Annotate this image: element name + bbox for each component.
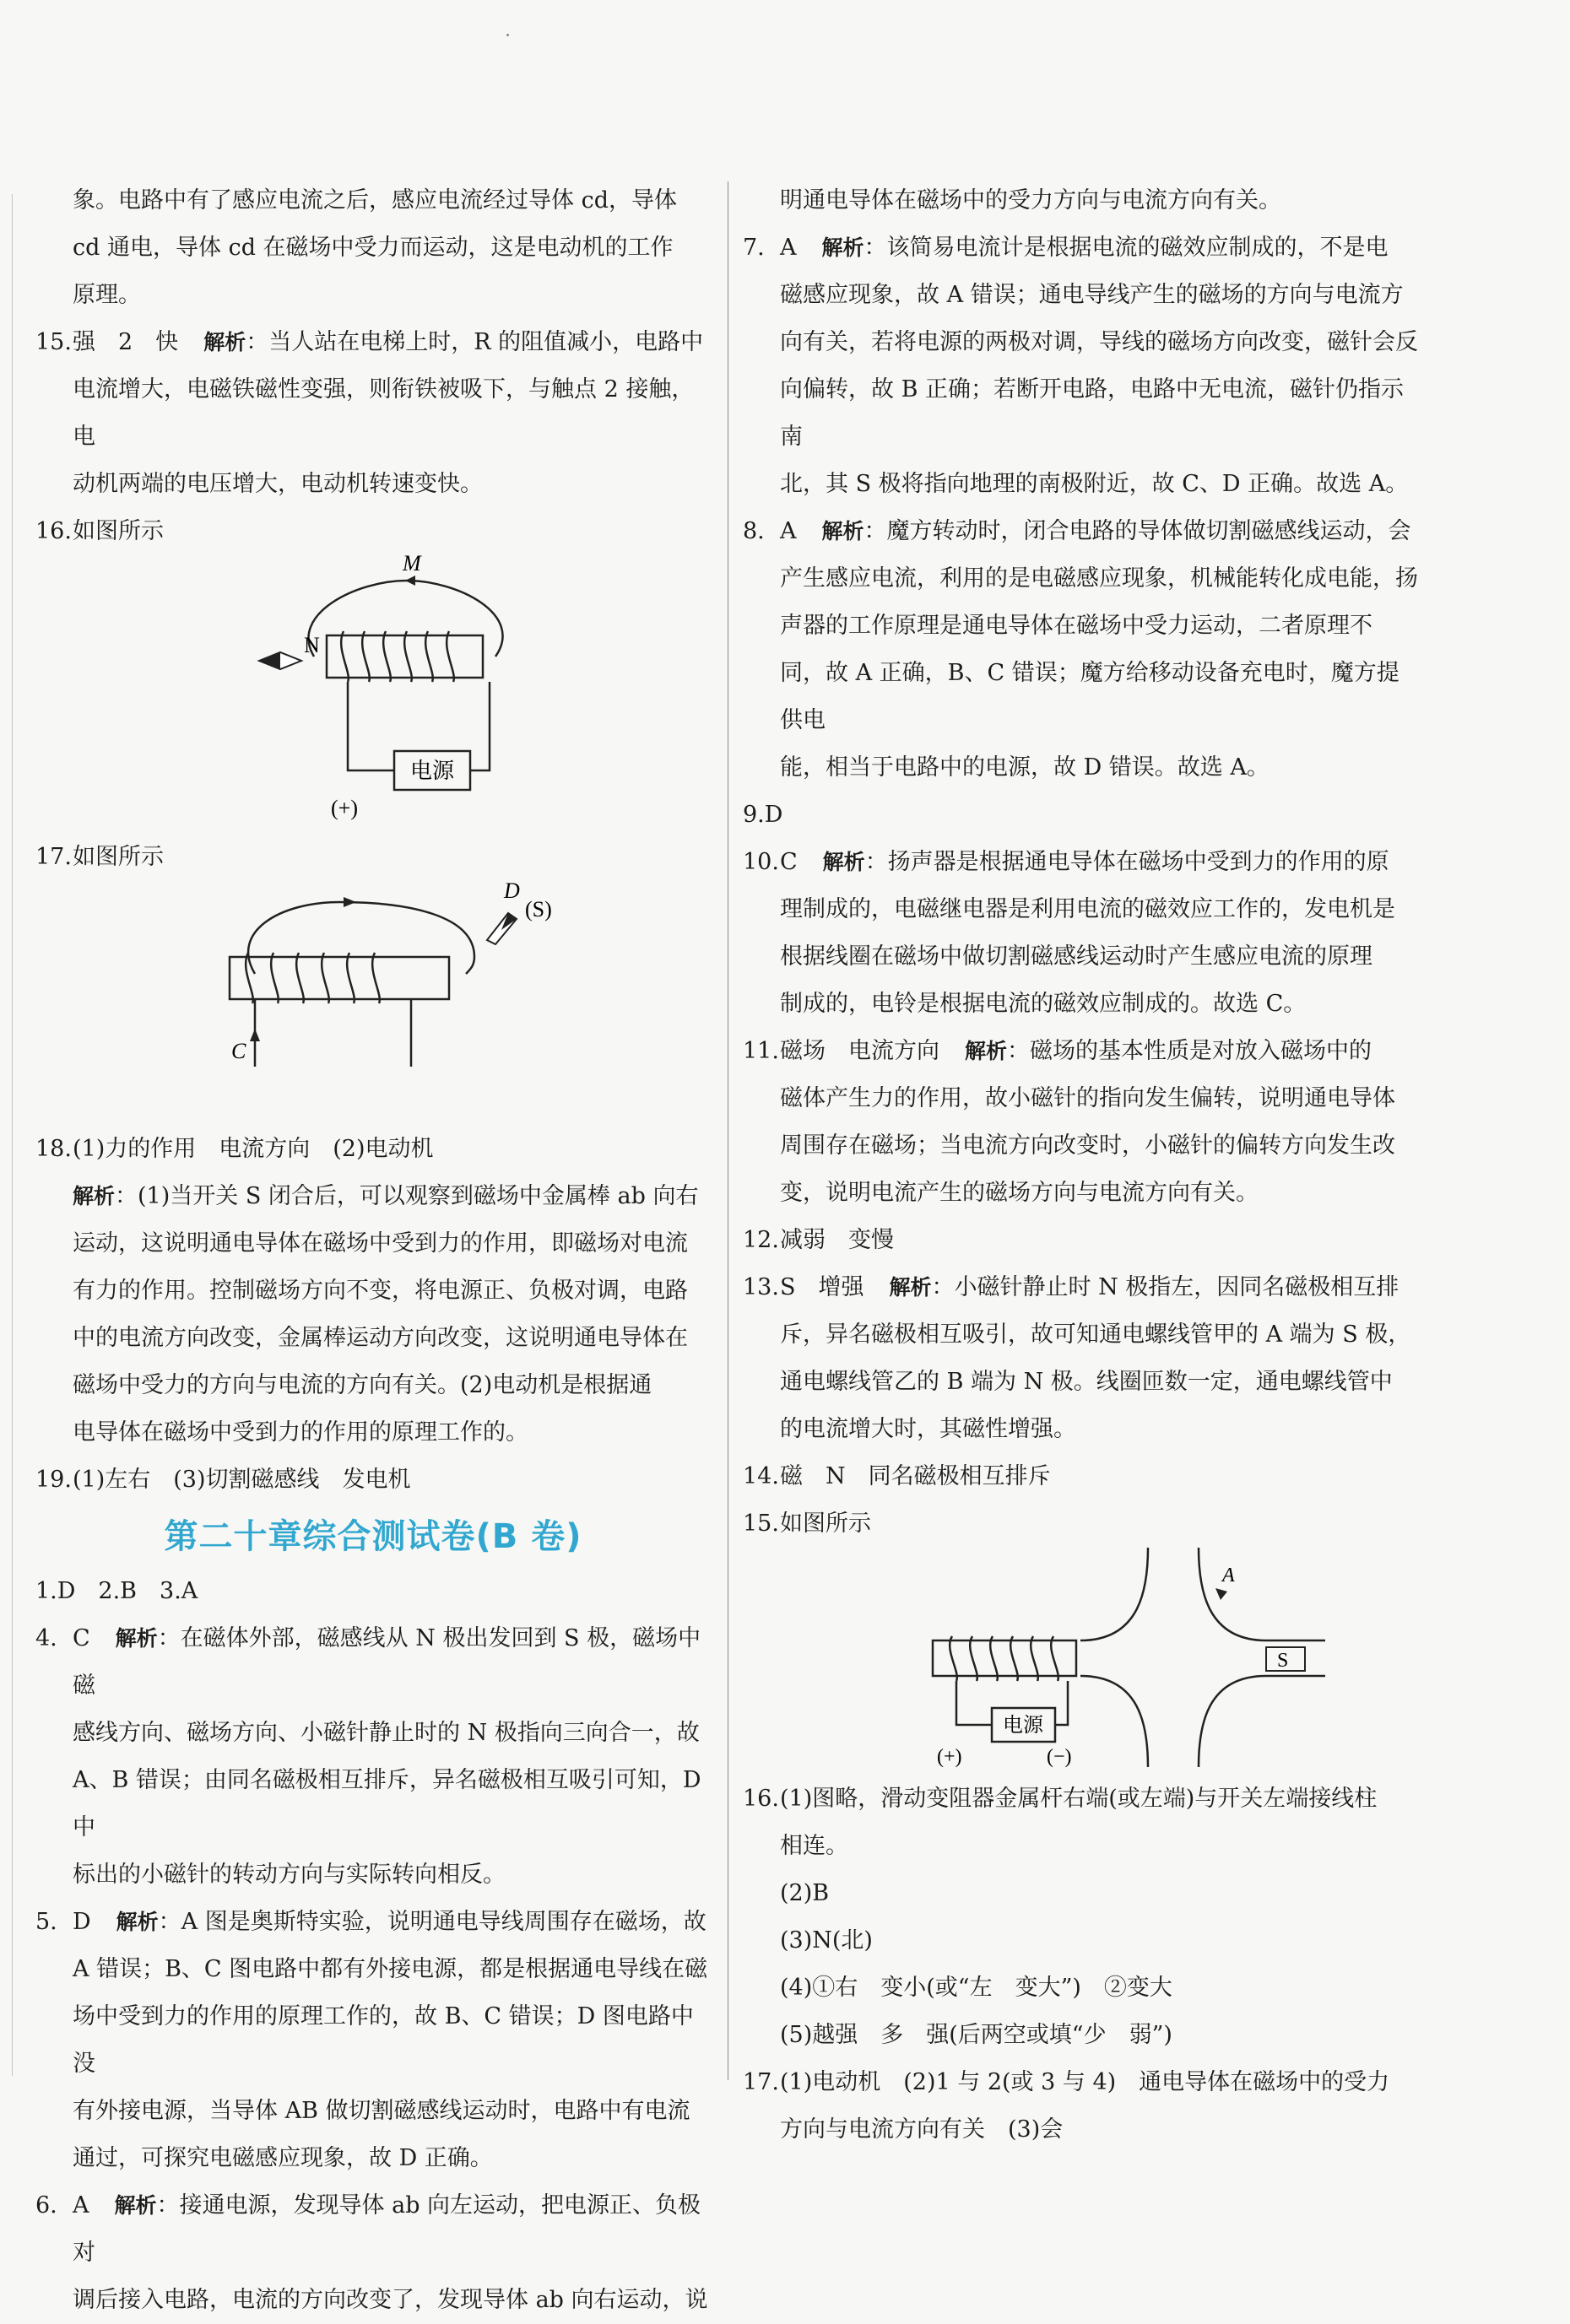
answer-number: 10.	[743, 849, 779, 875]
answer-number: 15.	[35, 329, 72, 355]
field-arrow	[344, 897, 356, 907]
wire-right	[470, 682, 490, 770]
answer-14	[743, 1453, 1418, 1500]
negative-terminal-label: (−)	[1047, 1746, 1072, 1768]
answer-number: 6.	[35, 2192, 57, 2219]
answer-12	[743, 1217, 1418, 1264]
answer-value: A	[73, 2192, 89, 2219]
label-m: M	[403, 555, 421, 576]
answer-6-continuation: 明通电导体在磁场中的受力方向与电流方向有关。	[780, 187, 1281, 213]
positive-terminal-label: (+)	[331, 796, 358, 820]
field-arrow	[405, 576, 415, 586]
answer-17-right: 17. (1)电动机 (2)1 与 2(或 3 与 4) 通电导体在磁场中的受力 方向与电流方向有关 (3)会	[743, 2059, 1418, 2154]
answer-value: 强 2 快	[73, 329, 179, 355]
compass-needle-dark-half	[259, 652, 280, 669]
analysis-keyword: 解析	[203, 330, 246, 354]
answers-1-3: 1.D 2.B 3.A	[35, 1578, 198, 1604]
figure-16-svg	[35, 555, 711, 834]
analysis-keyword: 解析	[821, 519, 864, 543]
answer-17: 17. 如图所示	[35, 834, 711, 881]
positive-terminal-label: (+)	[937, 1746, 962, 1768]
analysis-keyword: 解析	[73, 1184, 116, 1208]
answer-10: 10. C 解析：扬声器是根据通电导体在磁场中受到力的作用的原 理制成的，电磁继电器是利用电流的磁效应工作的，发电机是 根据线圈在磁场中做切割磁感线运动时产生感应电流的原理 制成的，电铃是根据电流的磁效应制成的。故选 C。	[743, 839, 1418, 1028]
solenoid-core	[933, 1640, 1076, 1676]
answer-15: 15. 强 2 快 解析：当人站在电梯上时，R 的阻值减小，电路中 电流增大，电磁铁磁性变强，则衔铁被吸下，与触点 2 接触，电 动机两端的电压增大，电动机转速变快。	[35, 319, 711, 508]
answer-value: (1)左右 (3)切割磁感线 发电机	[73, 1467, 411, 1493]
answer-number: 12.	[743, 1227, 779, 1253]
answer-number: 7.	[743, 235, 765, 261]
answer-number: 16.	[35, 518, 72, 544]
answer-number: 11.	[743, 1038, 779, 1064]
answer-value: S 增强	[780, 1274, 864, 1300]
analysis-keyword: 解析	[114, 2193, 157, 2218]
field-arrow	[1215, 1588, 1227, 1600]
answer-number: 5.	[35, 1909, 57, 1935]
answer-19	[35, 1457, 711, 1504]
analysis-keyword: 解析	[821, 235, 864, 260]
answer-16-right: 16. (1)图略，滑动变阻器金属杆右端(或左端)与开关左端接线柱 相连。 (2)B (3)N(北) (4)①右 变小(或“左 变大”) ②变大 (5)越强 多 强(后两空或填“少 弱”)	[743, 1775, 1418, 2059]
label-c: C	[231, 1039, 246, 1063]
answer-9: 9.D	[743, 802, 783, 828]
answer-value: A	[780, 518, 797, 544]
power-source-label: 电源	[1003, 1715, 1043, 1737]
label-s: (S)	[525, 897, 552, 921]
analysis-keyword: 解析	[115, 1626, 158, 1651]
scan-speck	[506, 34, 509, 36]
answer-number: 18.	[35, 1136, 72, 1162]
answer-value: A	[780, 235, 797, 261]
answer-6: 6. A 解析：接通电源，发现导体 ab 向左运动，把电源正、负极对 调后接入电路，电流的方向改变了，发现导体 ab 向右运动，说	[35, 2182, 711, 2324]
answer-value: 磁 N 同名磁极相互排斥	[780, 1463, 1051, 1489]
right-column	[743, 177, 1418, 2154]
answer-number: 15.	[743, 1511, 779, 1537]
field-line-top-right	[1199, 1548, 1266, 1640]
answer-5: 5. D 解析：A 图是奥斯特实验，说明通电导线周围存在磁场，故 A 错误；B、C 图电路中都有外接电源，都是根据通电导线在磁 场中受到力的作用的原理工作的，故 B、C 错误；D 图电路中没 有外接电源，当导体 AB 做切割磁感线运动时，电路中有电流 通过，可探究电磁感应现象，故 D 正确。	[35, 1899, 711, 2182]
answer-value: (1)力的作用 电流方向 (2)电动机	[73, 1136, 434, 1162]
field-line-top-left	[1080, 1548, 1148, 1640]
coil-windings	[950, 1636, 1058, 1681]
figure-16-solenoid	[35, 555, 711, 834]
wire-right	[1055, 1681, 1068, 1725]
answer-number: 8.	[743, 518, 765, 544]
answer-value: 磁场 电流方向	[780, 1038, 939, 1064]
current-arrow	[250, 1029, 260, 1041]
answer-4: 4. C 解析：在磁体外部，磁感线从 N 极出发回到 S 极，磁场中磁 感线方向、磁场方向、小磁针静止时的 N 极指向三向合一，故 A、B 错误；由同名磁极相互排斥，异名磁极相互吸引可知，D 中 标出的小磁针的转动方向与实际转向相反。	[35, 1615, 711, 1899]
page-edge-line	[12, 194, 13, 2076]
answer-number: 13.	[743, 1274, 779, 1300]
answer-number: 17.	[743, 2069, 779, 2095]
figure-15-svg	[743, 1548, 1418, 1775]
label-n: N	[304, 633, 320, 657]
answer-7: 7. A 解析：该简易电流计是根据电流的磁效应制成的，不是电 磁感应现象，故 A 错误；通电导线产生的磁场的方向与电流方 向有关，若将电源的两极对调，导线的磁场方向改变，磁针会反 向偏转，故 B 正确；若断开电路，电路中无电流，磁针仍指示南 北，其 S 极将指向地理的南极附近，故 C、D 正确。故选 A。	[743, 224, 1418, 508]
figure-17-svg	[35, 881, 711, 1126]
answer-number: 16.	[743, 1786, 779, 1812]
label-s: S	[1277, 1650, 1289, 1672]
answer-number: 4.	[35, 1625, 57, 1651]
answer-13: 13. S 增强 解析：小磁针静止时 N 极指左，因同名磁极相互排 斥，异名磁极相互吸引，故可知通电螺线管甲的 A 端为 S 极， 通电螺线管乙的 B 端为 N 极。线圈匝数一定，通电螺线管中 的电流增大时，其磁性增强。	[743, 1264, 1418, 1453]
section-title: 第二十章综合测试卷(B 卷)	[164, 1517, 582, 1556]
coil-windings	[246, 953, 380, 1003]
answer-11: 11. 磁场 电流方向 解析：磁场的基本性质是对放入磁场中的 磁体产生力的作用，故小磁针的指向发生偏转，说明通电导体 周围存在磁场；当电流方向改变时，小磁针的偏转方向发生改 变，说明电流产生的磁场方向与电流方向有关。	[743, 1028, 1418, 1217]
answer-15-right: 15. 如图所示	[743, 1500, 1418, 1548]
answer-value: D	[73, 1909, 91, 1935]
answer-8: 8. A 解析：魔方转动时，闭合电路的导体做切割磁感线运动，会 产生感应电流，利用的是电磁感应现象，机械能转化成电能，扬 声器的工作原理是通电导体在磁场中受力运动，二者原理不 同，故 A 正确，B、C 错误；魔方给移动设备充电时，魔方提供电 能，相当于电路中的电源，故 D 错误。故选 A。	[743, 508, 1418, 792]
wire-left	[956, 1681, 992, 1725]
analysis-keyword: 解析	[116, 1910, 159, 1934]
left-column	[35, 177, 711, 2324]
answer-number: 19.	[35, 1467, 72, 1493]
analysis-keyword: 解析	[889, 1275, 932, 1300]
label-d: D	[504, 881, 520, 903]
answer-number: 14.	[743, 1463, 779, 1489]
solenoid-core	[230, 957, 449, 999]
answer-16: 16. 如图所示	[35, 508, 711, 555]
answer-14-continuation: 象。电路中有了感应电流之后，感应电流经过导体 cd，导体 cd 通电，导体 cd 在磁场中受力而运动，这是电动机的工作 原理。	[73, 187, 677, 308]
wire-left	[348, 682, 394, 770]
answer-value: C	[780, 849, 798, 875]
analysis-keyword: 解析	[822, 850, 865, 874]
analysis-keyword: 解析	[965, 1039, 1008, 1063]
answer-number: 17.	[35, 844, 72, 870]
coil-windings	[341, 631, 454, 682]
field-line	[248, 902, 474, 974]
figure-15-solenoid-field	[743, 1548, 1418, 1775]
field-line-bottom-left	[1080, 1676, 1148, 1767]
power-source-label: 电源	[409, 759, 455, 783]
label-a: A	[1222, 1565, 1235, 1586]
figure-17-solenoid	[35, 881, 711, 1126]
field-line-bottom-right	[1199, 1676, 1266, 1767]
answer-value: 减弱 变慢	[780, 1227, 894, 1253]
answer-18: 18. (1)力的作用 电流方向 (2)电动机 解析：(1)当开关 S 闭合后，可以观察到磁场中金属棒 ab 向右 运动，这说明通电导体在磁场中受到力的作用，即磁场对电流 有力的作用。控制磁场方向不变，将电源正、负极对调，电路 中的电流方向改变，金属棒运动方向改变，这说明通电导体在 磁场中受力的方向与电流的方向有关。(2)电动机是根据通 电导体在磁场中受到力的作用的原理工作的。	[35, 1126, 711, 1457]
answer-value: C	[73, 1625, 90, 1651]
